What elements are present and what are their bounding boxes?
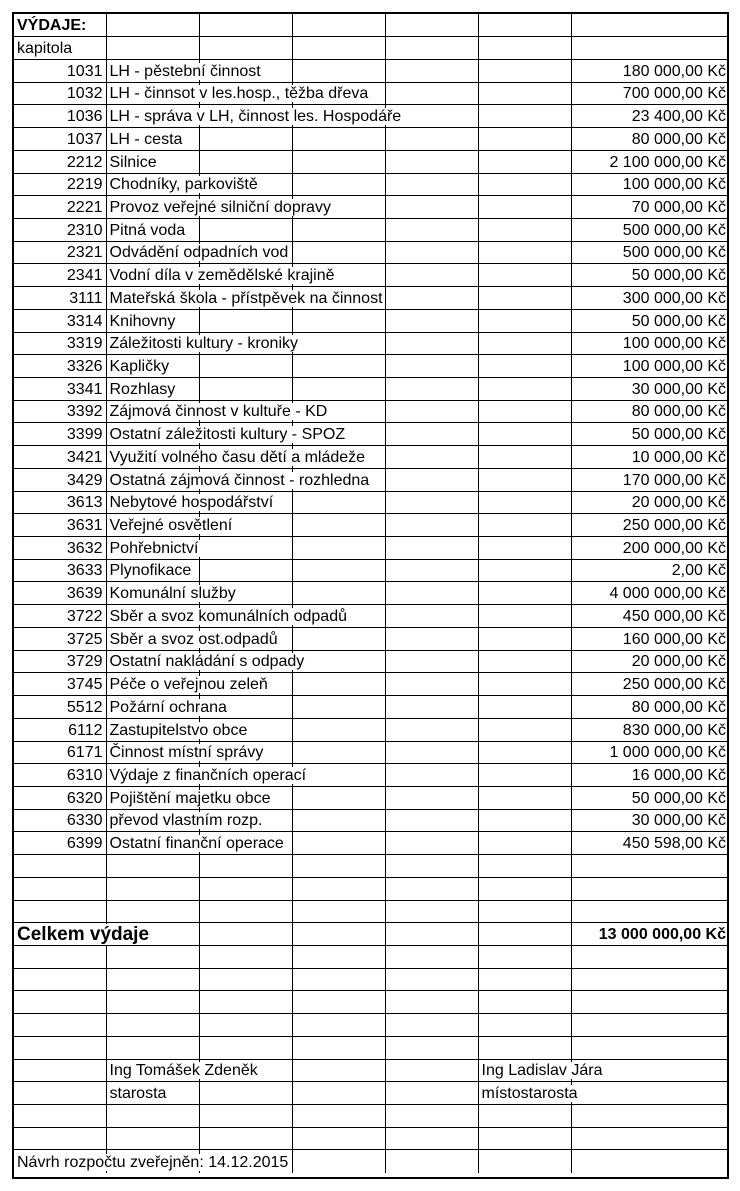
- table-row: [14, 537, 729, 560]
- total-row: [14, 923, 729, 946]
- chapter-amount: 160 000,00 Kč: [571, 627, 729, 650]
- chapter-code: 3111: [14, 287, 106, 310]
- empty-row: [14, 1127, 729, 1150]
- chapter-code: 2221: [14, 196, 106, 219]
- published-note-text: Návrh rozpočtu zveřejněn: 14.12.2015: [17, 1153, 289, 1171]
- table-row: [14, 809, 729, 832]
- chapter-name: [106, 400, 328, 423]
- chapter-name: [106, 537, 199, 560]
- chapter-name: [106, 832, 284, 855]
- empty-row: [14, 1036, 729, 1059]
- chapter-name-text: Knihovny: [109, 312, 176, 330]
- chapter-amount: 200 000,00 Kč: [571, 537, 729, 560]
- chapter-name: [106, 59, 261, 82]
- chapter-name: [106, 809, 263, 832]
- chapter-name-text: Ostatná zájmová činnost - rozhledna: [109, 471, 370, 489]
- chapter-name: [106, 718, 248, 741]
- chapter-name-text: Činnost místní správy: [109, 744, 264, 762]
- chapter-name: [106, 105, 402, 128]
- chapter-name: [106, 582, 236, 605]
- signature-name-row: [14, 1059, 729, 1082]
- chapter-amount: 50 000,00 Kč: [571, 264, 729, 287]
- chapter-name-text: Požární ochrana: [109, 698, 227, 716]
- table-row: [14, 287, 729, 310]
- chapter-name-text: převod vlastním rozp.: [109, 812, 263, 830]
- chapter-amount: 250 000,00 Kč: [571, 514, 729, 537]
- chapter-name: [106, 332, 298, 355]
- chapter-amount: 100 000,00 Kč: [571, 173, 729, 196]
- table-row: [14, 218, 729, 241]
- chapter-name: [106, 491, 274, 514]
- table-row: [14, 764, 729, 787]
- chapter-code: 5512: [14, 696, 106, 719]
- chapter-code: 3632: [14, 537, 106, 560]
- chapter-amount: 80 000,00 Kč: [571, 400, 729, 423]
- chapter-name-text: Provoz veřejné silniční dopravy: [109, 198, 331, 216]
- chapter-name-text: LH - činnsot v les.hosp., těžba dřeva: [109, 85, 369, 103]
- chapter-code: 3326: [14, 355, 106, 378]
- chapter-name-text: Zájmová činnost v kultuře - KD: [109, 403, 328, 421]
- total-amount: 13 000 000,00 Kč: [571, 923, 729, 946]
- chapter-amount: 830 000,00 Kč: [571, 718, 729, 741]
- chapter-code: 3392: [14, 400, 106, 423]
- chapter-name: [106, 696, 227, 719]
- table-row: [14, 468, 729, 491]
- chapter-name-text: Rozhlasy: [109, 380, 176, 398]
- table-row: [14, 82, 729, 105]
- table-row: [14, 173, 729, 196]
- empty-row: [14, 1014, 729, 1037]
- chapter-amount: 70 000,00 Kč: [571, 196, 729, 219]
- chapter-name-text: Péče o veřejnou zeleň: [109, 676, 268, 694]
- empty-row: [14, 945, 729, 968]
- chapter-name: [106, 196, 331, 219]
- chapter-name: [106, 173, 258, 196]
- chapter-name-text: Veřejné osvětlení: [109, 517, 233, 535]
- header-row: [14, 14, 729, 37]
- table-row: [14, 786, 729, 809]
- chapter-name: [106, 355, 199, 378]
- chapter-code: 2310: [14, 218, 106, 241]
- chapter-code: 2219: [14, 173, 106, 196]
- chapter-amount: 450 598,00 Kč: [571, 832, 729, 855]
- chapter-amount: 80 000,00 Kč: [571, 128, 729, 151]
- chapter-amount: 20 000,00 Kč: [571, 650, 729, 673]
- chapter-name-text: LH - správa v LH, činnost les. Hospodáře: [109, 108, 402, 126]
- chapter-name-text: Pojištění majetku obce: [109, 789, 271, 807]
- subheader-row: [14, 37, 729, 60]
- chapter-name-text: Využití volného času dětí a mládeže: [109, 448, 366, 466]
- table-row: [14, 627, 729, 650]
- deputy-mayor-role-text: místostarosta: [481, 1085, 578, 1102]
- chapter-code: 3399: [14, 423, 106, 446]
- chapter-name-text: Výdaje z finančních operací: [109, 766, 307, 784]
- chapter-amount: 4 000 000,00 Kč: [571, 582, 729, 605]
- chapter-name: [106, 287, 383, 310]
- chapter-code: 1031: [14, 59, 106, 82]
- deputy-mayor-role: [478, 1082, 578, 1105]
- chapter-name: [106, 150, 199, 173]
- chapter-name-text: Sběr a svoz ost.odpadů: [109, 630, 278, 648]
- chapter-amount: 180 000,00 Kč: [571, 59, 729, 82]
- table-row: [14, 196, 729, 219]
- chapter-amount: 2,00 Kč: [571, 559, 729, 582]
- chapter-amount: 100 000,00 Kč: [571, 355, 729, 378]
- chapter-code: 3633: [14, 559, 106, 582]
- published-note: [14, 1150, 289, 1173]
- chapter-code: 3725: [14, 627, 106, 650]
- chapter-name-text: Odvádění odpadních vod: [109, 244, 289, 262]
- table-row: [14, 105, 729, 128]
- chapter-code: 6330: [14, 809, 106, 832]
- chapter-name: [106, 378, 199, 401]
- chapter-amount: 500 000,00 Kč: [571, 241, 729, 264]
- chapter-amount: 50 000,00 Kč: [571, 309, 729, 332]
- chapter-name-text: LH - pěstební činnost: [109, 62, 261, 80]
- chapter-code: 6310: [14, 764, 106, 787]
- sheet-title: VÝDAJE:: [14, 14, 106, 37]
- chapter-amount: 170 000,00 Kč: [571, 468, 729, 491]
- chapter-code: 6171: [14, 741, 106, 764]
- table-row: [14, 128, 729, 151]
- chapter-name: [106, 264, 335, 287]
- deputy-mayor-name-text: Ing Ladislav Jára: [481, 1062, 603, 1080]
- table-row: [14, 718, 729, 741]
- chapter-name-text: Zastupitelstvo obce: [109, 721, 248, 739]
- table-row: [14, 59, 729, 82]
- footer-row: [14, 1150, 729, 1173]
- table-row: [14, 673, 729, 696]
- mayor-name: [106, 1059, 258, 1082]
- chapter-code: 3639: [14, 582, 106, 605]
- chapter-name: [106, 559, 199, 582]
- empty-row: [14, 1105, 729, 1128]
- chapter-code: 3722: [14, 605, 106, 628]
- chapter-code: 3421: [14, 446, 106, 469]
- chapter-name: [106, 309, 199, 332]
- chapter-amount: 300 000,00 Kč: [571, 287, 729, 310]
- table-row: [14, 332, 729, 355]
- table-row: [14, 355, 729, 378]
- table-row: [14, 400, 729, 423]
- table-row: [14, 650, 729, 673]
- chapter-amount: 250 000,00 Kč: [571, 673, 729, 696]
- chapter-amount: 23 400,00 Kč: [571, 105, 729, 128]
- empty-row: [14, 877, 729, 900]
- table-row: [14, 696, 729, 719]
- signature-role-row: [14, 1082, 729, 1105]
- chapter-name-text: Ostatní finanční operace: [109, 835, 284, 853]
- chapter-amount: 20 000,00 Kč: [571, 491, 729, 514]
- chapter-code: 1037: [14, 128, 106, 151]
- chapter-code: 2212: [14, 150, 106, 173]
- table-row: [14, 582, 729, 605]
- table-row: [14, 378, 729, 401]
- expenditure-table: [14, 14, 729, 1173]
- chapter-code: 3613: [14, 491, 106, 514]
- chapter-name-text: Pitná voda: [109, 221, 186, 239]
- mayor-role-text: starosta: [109, 1085, 167, 1102]
- chapter-amount: 50 000,00 Kč: [571, 786, 729, 809]
- chapter-code: 3429: [14, 468, 106, 491]
- chapter-name: [106, 218, 199, 241]
- budget-sheet: [12, 12, 729, 1179]
- chapter-amount: 700 000,00 Kč: [571, 82, 729, 105]
- chapter-code: 3319: [14, 332, 106, 355]
- chapter-name: [106, 446, 366, 469]
- chapter-name-text: Komunální služby: [109, 585, 236, 603]
- mayor-role: [106, 1082, 199, 1105]
- chapter-name-text: Nebytové hospodářství: [109, 494, 274, 512]
- chapter-code: 3745: [14, 673, 106, 696]
- empty-row: [14, 968, 729, 991]
- chapter-code: 1036: [14, 105, 106, 128]
- chapter-name: [106, 468, 370, 491]
- chapter-name: [106, 241, 289, 264]
- chapter-code: 6320: [14, 786, 106, 809]
- chapter-name-text: Plynofikace: [109, 562, 192, 580]
- chapter-name: [106, 673, 268, 696]
- deputy-mayor-name: [478, 1059, 603, 1082]
- chapter-name-text: Silnice: [109, 153, 157, 171]
- chapter-name: [106, 764, 307, 787]
- chapter-code: 6399: [14, 832, 106, 855]
- table-row: [14, 559, 729, 582]
- chapter-name: [106, 423, 346, 446]
- table-row: [14, 264, 729, 287]
- table-row: [14, 514, 729, 537]
- chapter-name-text: Mateřská škola - přístpěvek na činnost: [109, 289, 383, 307]
- chapter-name: [106, 786, 271, 809]
- chapter-name: [106, 128, 199, 151]
- chapter-name-text: Kapličky: [109, 358, 170, 375]
- table-row: [14, 832, 729, 855]
- table-row: [14, 309, 729, 332]
- chapter-code: 1032: [14, 82, 106, 105]
- chapter-code: 6112: [14, 718, 106, 741]
- chapter-name-text: Chodníky, parkoviště: [109, 176, 258, 194]
- total-label-text: Celkem výdaje: [17, 923, 150, 945]
- chapter-name-text: Sběr a svoz komunálních odpadů: [109, 607, 347, 625]
- mayor-name-text: Ing Tomášek Zdeněk: [109, 1062, 258, 1080]
- table-row: [14, 605, 729, 628]
- chapter-amount: 1 000 000,00 Kč: [571, 741, 729, 764]
- table-row: [14, 150, 729, 173]
- table-row: [14, 446, 729, 469]
- chapter-code: 3729: [14, 650, 106, 673]
- table-row: [14, 423, 729, 446]
- table-row: [14, 741, 729, 764]
- chapter-name: [106, 605, 347, 628]
- chapter-name-text: Ostatní nakládání s odpady: [109, 653, 305, 671]
- chapter-amount: 30 000,00 Kč: [571, 378, 729, 401]
- table-row: [14, 491, 729, 514]
- chapter-label: kapitola: [14, 37, 106, 60]
- chapter-amount: 30 000,00 Kč: [571, 809, 729, 832]
- chapter-code: 3631: [14, 514, 106, 537]
- chapter-amount: 80 000,00 Kč: [571, 696, 729, 719]
- chapter-code: 3341: [14, 378, 106, 401]
- chapter-amount: 500 000,00 Kč: [571, 218, 729, 241]
- empty-row: [14, 900, 729, 923]
- chapter-name-text: Ostatní záležitosti kultury - SPOZ: [109, 426, 346, 444]
- chapter-amount: 50 000,00 Kč: [571, 423, 729, 446]
- chapter-amount: 450 000,00 Kč: [571, 605, 729, 628]
- empty-row: [14, 855, 729, 878]
- chapter-amount: 2 100 000,00 Kč: [571, 150, 729, 173]
- chapter-amount: 100 000,00 Kč: [571, 332, 729, 355]
- chapter-name: [106, 741, 264, 764]
- chapter-name-text: Pohřebnictví: [109, 539, 199, 557]
- empty-row: [14, 991, 729, 1014]
- chapter-amount: 16 000,00 Kč: [571, 764, 729, 787]
- chapter-name: [106, 514, 233, 537]
- chapter-name-text: Vodní díla v zemědělské krajině: [109, 267, 335, 285]
- chapter-name-text: LH - cesta: [109, 130, 183, 148]
- chapter-name: [106, 82, 369, 105]
- chapter-amount: 10 000,00 Kč: [571, 446, 729, 469]
- chapter-name: [106, 627, 278, 650]
- total-label: [14, 923, 150, 946]
- chapter-code: 3314: [14, 309, 106, 332]
- table-row: [14, 241, 729, 264]
- chapter-name-text: Záležitosti kultury - kroniky: [109, 335, 298, 353]
- chapter-code: 2321: [14, 241, 106, 264]
- chapter-code: 2341: [14, 264, 106, 287]
- chapter-name: [106, 650, 305, 673]
